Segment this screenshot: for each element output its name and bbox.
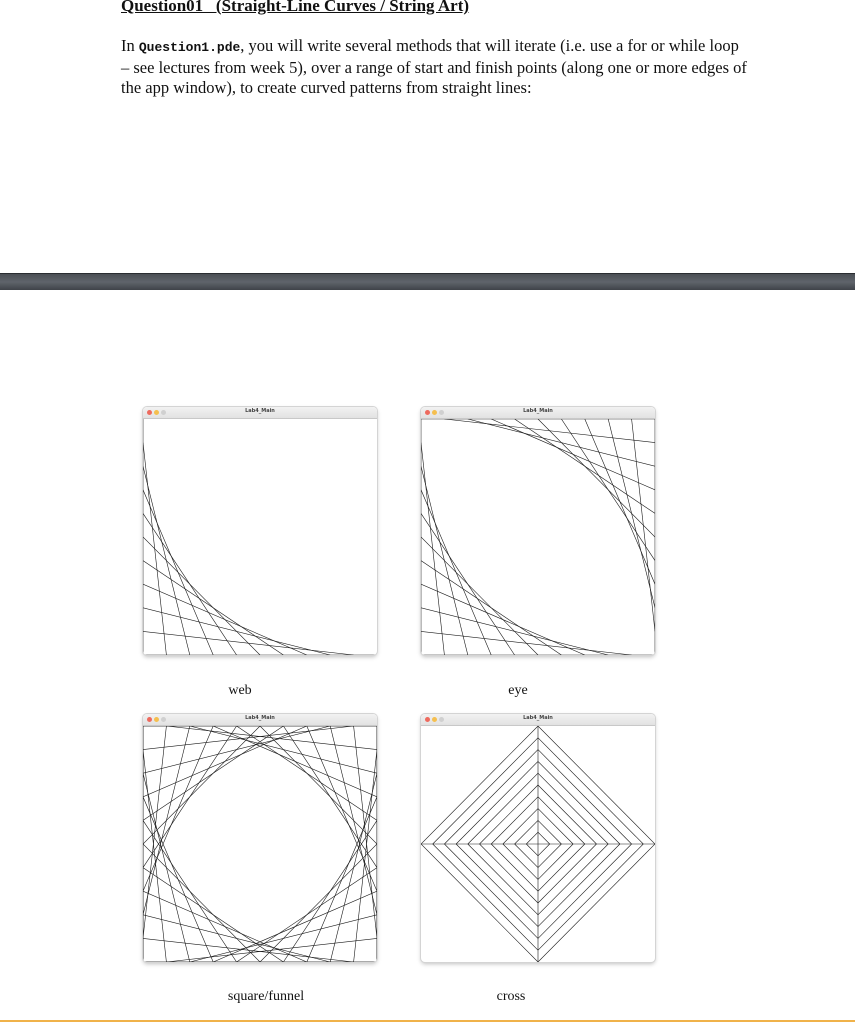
square-string-line	[143, 726, 190, 915]
cross-string-line	[433, 844, 538, 950]
cross-string-line	[491, 797, 538, 844]
square-string-line	[330, 726, 377, 915]
canvas-eye-pattern	[421, 419, 655, 655]
canvas-cross-pattern	[421, 726, 655, 962]
square-string-line	[143, 726, 237, 868]
square-string-line	[260, 726, 377, 844]
eye-string-line	[561, 419, 655, 561]
web-string-line	[143, 608, 330, 655]
square-string-line	[354, 750, 377, 962]
cross-string-line	[538, 761, 620, 844]
square-string-line	[283, 820, 377, 962]
eye-string-line	[585, 419, 655, 584]
window-titlebar	[421, 407, 655, 419]
cross-string-line	[538, 773, 608, 844]
cross-string-line	[538, 750, 632, 844]
cross-string-line	[538, 785, 597, 844]
cross-string-line	[538, 844, 643, 950]
window-title: Lab4_Main	[245, 408, 275, 414]
square-string-line	[143, 726, 260, 844]
eye-string-line	[421, 631, 632, 655]
cross-string-line	[538, 844, 608, 915]
cross-string-line	[468, 844, 538, 915]
cross-string-line	[526, 832, 538, 844]
eye-string-line	[421, 608, 608, 655]
caption-web: web	[228, 683, 252, 698]
cross-string-line	[515, 820, 538, 844]
cross-string-line	[538, 844, 561, 868]
question-heading: Question01 (Straight-Line Curves / String Art)	[121, 0, 470, 15]
web-string-line	[143, 631, 354, 655]
window-title: Lab4_Main	[523, 408, 553, 414]
canvas-web-pattern	[143, 419, 377, 655]
instructions-paragraph	[121, 36, 751, 98]
filename-code: Question1.pde	[138, 40, 241, 55]
footer-rule	[0, 1020, 855, 1022]
window-titlebar	[143, 714, 377, 726]
square-string-line	[143, 938, 354, 962]
cross-string-line	[456, 844, 538, 927]
web-string-line	[143, 561, 283, 655]
cross-string-line	[444, 844, 538, 938]
cross-string-line	[538, 797, 585, 844]
para-before: In	[121, 36, 139, 55]
cross-string-line	[480, 844, 539, 903]
caption-cross: cross	[496, 989, 526, 1004]
square-string-line	[307, 797, 377, 962]
cross-string-line	[538, 844, 597, 903]
window-title: Lab4_Main	[523, 715, 553, 721]
cross-string-line	[491, 844, 538, 891]
cross-string-line	[538, 738, 643, 844]
cross-string-line	[538, 832, 550, 844]
canvas-square-pattern	[143, 726, 377, 962]
square-string-line	[143, 726, 213, 891]
cross-string-line	[515, 844, 538, 868]
square-string-line	[330, 773, 377, 962]
caption-eye: eye	[508, 683, 528, 698]
eye-string-line	[421, 584, 585, 655]
cross-string-line	[538, 844, 632, 938]
cross-string-line	[480, 785, 539, 844]
cross-string-line	[538, 844, 585, 891]
square-string-line	[260, 844, 377, 962]
square-string-line	[143, 726, 166, 938]
square-string-line	[354, 726, 377, 938]
square-string-line	[283, 726, 377, 868]
cross-string-line	[503, 844, 538, 879]
window-titlebar	[143, 407, 377, 419]
cross-string-line	[538, 844, 620, 927]
square-string-line	[143, 891, 307, 962]
eye-string-line	[538, 419, 655, 537]
cross-string-line	[538, 844, 573, 879]
window-titlebar	[421, 714, 655, 726]
para-after: , you will write several methods that will iterate (i.e. use a for or while loop – see lectures from week 5), over a range of start and finish points (along one or more edges of the app window), to create curved patterns from straight lines:	[121, 36, 747, 97]
cross-string-line	[538, 820, 561, 844]
cross-string-line	[456, 761, 538, 844]
square-string-line	[143, 868, 283, 962]
eye-string-line	[632, 419, 655, 631]
window-eye	[421, 407, 655, 655]
cross-string-line	[468, 773, 538, 844]
square-string-line	[307, 726, 377, 891]
web-string-line	[143, 584, 307, 655]
window-web	[143, 407, 377, 655]
cross-string-line	[444, 750, 538, 844]
eye-string-line	[421, 561, 561, 655]
page-break-bar	[0, 273, 855, 290]
square-string-line	[143, 844, 260, 962]
cross-string-line	[503, 809, 538, 844]
window-square	[143, 714, 377, 962]
caption-square: square/funnel	[227, 989, 305, 1004]
cross-string-line	[538, 809, 573, 844]
cross-string-line	[526, 844, 538, 856]
window-cross	[421, 714, 655, 962]
eye-string-line	[608, 419, 655, 608]
cross-string-line	[433, 738, 538, 844]
window-title: Lab4_Main	[245, 715, 275, 721]
web-string-line	[143, 537, 260, 655]
eye-string-line	[421, 537, 538, 655]
cross-string-line	[538, 844, 550, 856]
square-string-line	[143, 915, 330, 962]
